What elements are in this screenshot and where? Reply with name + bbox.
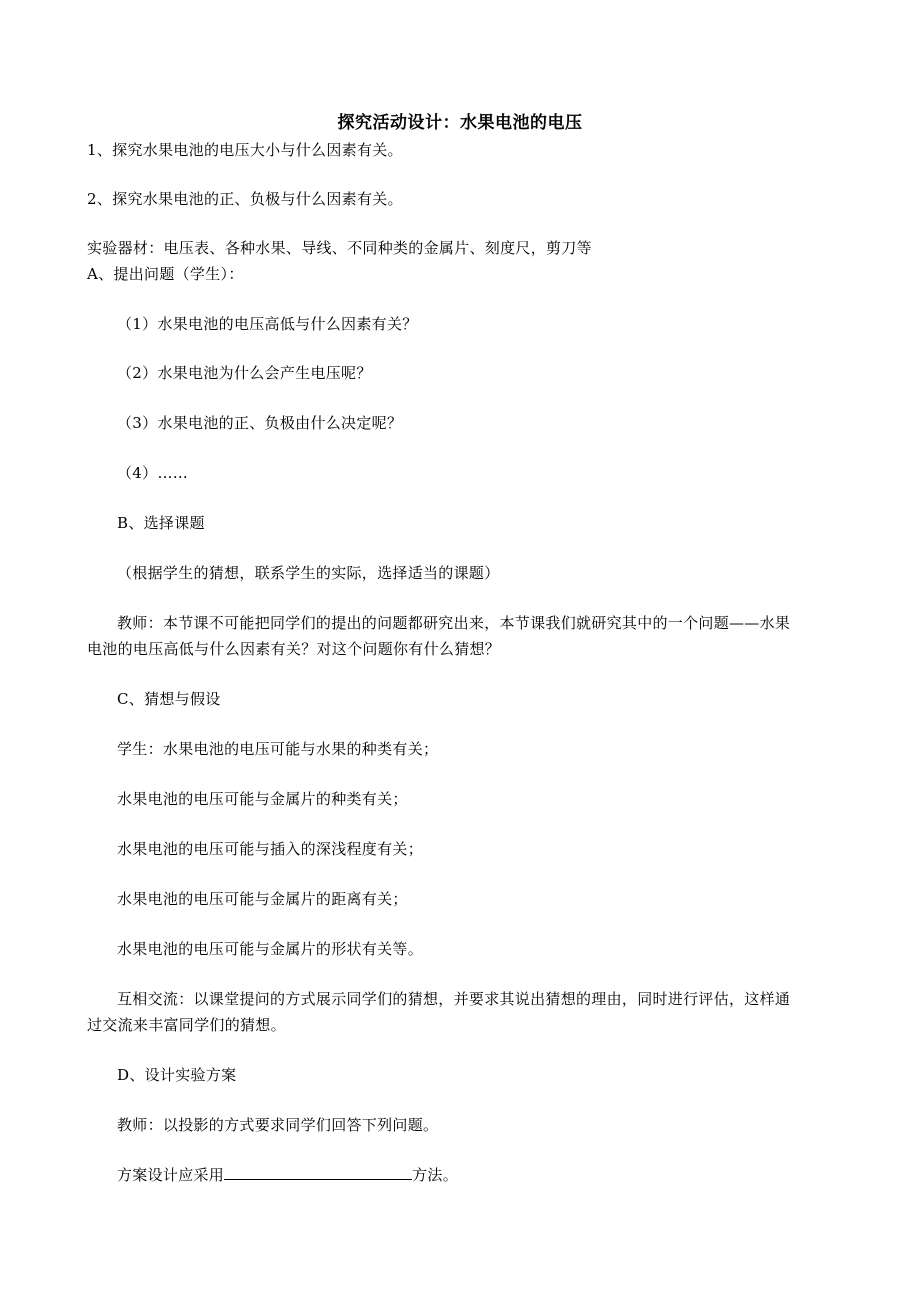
teacher-intro-line-1: 教师：本节课不可能把同学们的提出的问题都研究出来，本节课我们就研究其中的一个问题——水果 (117, 614, 791, 632)
section-d-heading: D、设计实验方案 (117, 1066, 237, 1084)
plan-suffix: 方法。 (412, 1166, 459, 1184)
goal-2: 2、探究水果电池的正、负极与什么因素有关。 (87, 190, 403, 208)
hypothesis-5: 水果电池的电压可能与金属片的形状有关等。 (117, 940, 424, 958)
section-b-note: （根据学生的猜想，联系学生的实际，选择适当的课题） (117, 564, 500, 582)
exchange-line-1: 互相交流：以课堂提问的方式展示同学们的猜想，并要求其说出猜想的理由，同时进行评估，这样通 (117, 990, 791, 1008)
plan-answer-blank[interactable] (224, 1165, 412, 1180)
question-4: （4）…… (117, 464, 189, 482)
plan-prefix: 方案设计应采用 (117, 1166, 225, 1184)
hypothesis-4: 水果电池的电压可能与金属片的距离有关； (117, 890, 408, 908)
section-c-heading: C、猜想与假设 (117, 690, 221, 708)
goal-1: 1、探究水果电池的电压大小与什么因素有关。 (87, 141, 403, 159)
teacher-intro-line-2: 电池的电压高低与什么因素有关？对这个问题你有什么猜想？ (87, 640, 501, 658)
hypothesis-1: 学生：水果电池的电压可能与水果的种类有关； (117, 740, 439, 758)
section-d-teacher: 教师：以投影的方式要求同学们回答下列问题。 (117, 1116, 439, 1134)
question-2: （2）水果电池为什么会产生电压呢？ (117, 364, 372, 382)
plan-line (117, 1165, 458, 1185)
document-title: 探究活动设计：水果电池的电压 (337, 113, 583, 133)
materials-line: 实验器材：电压表、各种水果、导线、不同种类的金属片、刻度尺，剪刀等 (87, 239, 592, 257)
question-3: （3）水果电池的正、负极由什么决定呢？ (117, 414, 403, 432)
hypothesis-3: 水果电池的电压可能与插入的深浅程度有关； (117, 840, 424, 858)
section-a-heading: A、提出问题（学生）： (87, 265, 244, 283)
question-1: （1）水果电池的电压高低与什么因素有关？ (117, 315, 418, 333)
exchange-line-2: 过交流来丰富同学们的猜想。 (87, 1016, 286, 1034)
section-b-heading: B、选择课题 (117, 514, 205, 532)
hypothesis-2: 水果电池的电压可能与金属片的种类有关； (117, 790, 408, 808)
